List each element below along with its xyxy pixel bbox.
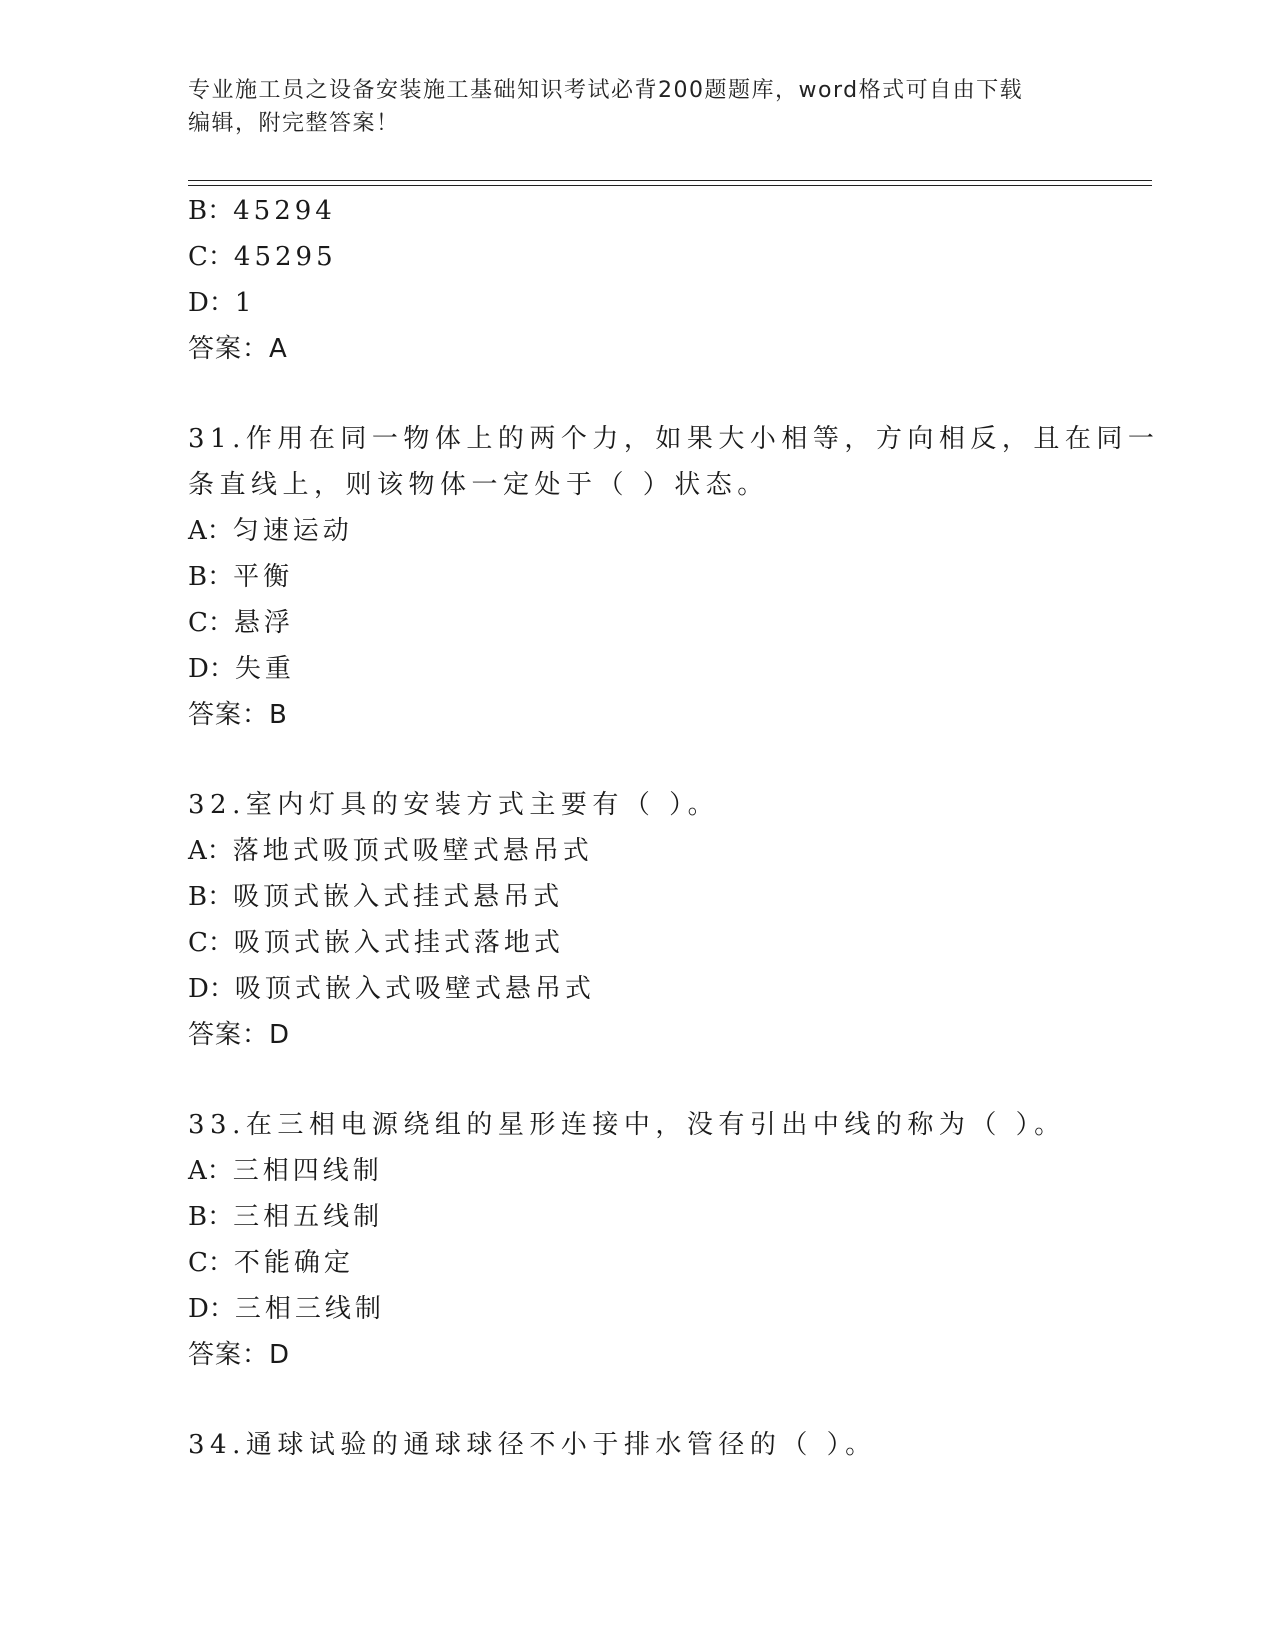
question-34 [188, 1422, 1088, 1468]
option-b: B：平衡 [188, 562, 294, 592]
option-c: C：吸顶式嵌入式挂式落地式 [188, 928, 564, 958]
answer-text: 答案：A [188, 334, 288, 364]
question-continued [188, 188, 1088, 372]
header-divider-top [188, 180, 1152, 181]
header-divider-bottom [188, 185, 1152, 186]
option-a: A：匀速运动 [188, 516, 353, 546]
option-b: B：三相五线制 [188, 1202, 384, 1232]
question-33 [188, 1102, 1088, 1378]
question-stem: 32.室内灯具的安装方式主要有（ ）。 [188, 790, 720, 820]
option-a: A：三相四线制 [188, 1156, 383, 1186]
option-c: C：45295 [188, 242, 337, 272]
option-d: D：三相三线制 [188, 1294, 385, 1324]
header-title-line-1: 专业施工员之设备安装施工基础知识考试必背200题题库，word格式可自由下载 [188, 78, 1024, 103]
option-c: C：不能确定 [188, 1248, 354, 1278]
option-b: B：45294 [188, 196, 336, 226]
option-d: D：1 [188, 288, 256, 318]
option-d: D：吸顶式嵌入式吸壁式悬吊式 [188, 974, 595, 1004]
answer-text: 答案：D [188, 1020, 291, 1050]
question-stem: 34.通球试验的通球球径不小于排水管径的（ ）。 [188, 1430, 877, 1460]
option-c: C：悬浮 [188, 608, 294, 638]
answer-text: 答案：B [188, 700, 288, 730]
document-header [188, 74, 1088, 140]
option-d: D：失重 [188, 654, 295, 684]
question-stem: 31.作用在同一物体上的两个力，如果大小相等，方向相反，且在同一 条直线上，则该物体一定处于（ ）状态。 [188, 424, 1160, 500]
question-stem: 33.在三相电源绕组的星形连接中，没有引出中线的称为（ ）。 [188, 1110, 1066, 1140]
answer-text: 答案：D [188, 1340, 291, 1370]
option-b: B：吸顶式嵌入式挂式悬吊式 [188, 882, 564, 912]
question-32 [188, 782, 1088, 1058]
document-body [188, 188, 1160, 1468]
header-title-line-2: 编辑，附完整答案！ [188, 111, 400, 136]
question-31 [188, 416, 1160, 738]
option-a: A：落地式吸顶式吸壁式悬吊式 [188, 836, 593, 866]
